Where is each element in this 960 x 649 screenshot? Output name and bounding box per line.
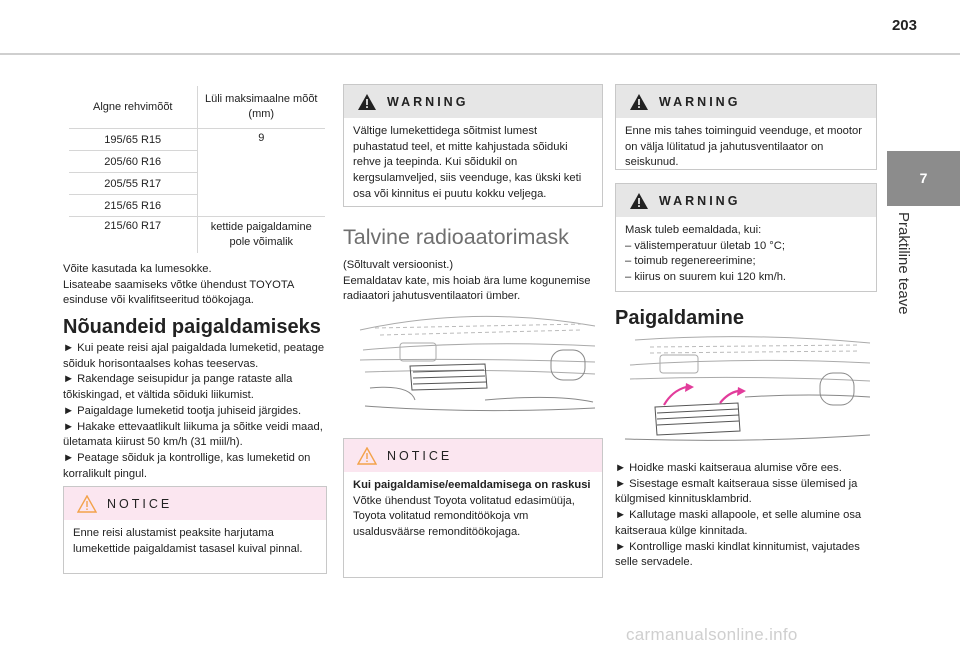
section-heading: Nõuandeid paigaldamiseks bbox=[63, 316, 321, 338]
warning-triangle-icon bbox=[357, 93, 377, 111]
notice-box bbox=[343, 438, 603, 578]
steps-text: ► Hoidke maski kaitseraua alumise võre ees. ► Sisestage esmalt kaitseraua sisse ülemised ja külgmised kinnitusklambrid. ► Kallutage maski allapoole, et selle alumine osa kaitseraua külge kinnitada. ► Kontrollige maski kindlat kinnitumist, vajutades selle servadele. bbox=[615, 462, 862, 569]
mask-install-illustration bbox=[620, 335, 875, 445]
chapter-title: Praktiline teave bbox=[895, 212, 912, 315]
table-cell: 205/55 R17 bbox=[69, 173, 197, 195]
warning-title: WARNING bbox=[659, 193, 741, 208]
warning-title: WARNING bbox=[387, 94, 469, 109]
table-cell: 195/65 R15 bbox=[69, 129, 197, 151]
table-header: Algne rehvimõõt bbox=[69, 86, 197, 129]
header-rule bbox=[0, 53, 960, 55]
warning-triangle-icon bbox=[77, 495, 97, 513]
notice-title: NOTICE bbox=[107, 496, 173, 511]
notice-text: Enne reisi alustamist peaksite harjutama lumekettide paigaldamist tasasel kuival pinnal. bbox=[73, 527, 303, 555]
section-heading: Talvine radioaatorimask bbox=[343, 225, 569, 249]
warning-box bbox=[615, 183, 877, 292]
notice-box bbox=[63, 486, 327, 574]
notice-title: NOTICE bbox=[387, 448, 453, 463]
table-cell: 9 bbox=[197, 129, 325, 217]
intro-text: Võite kasutada ka lumesokke. Lisateabe saamiseks võtke ühendust TOYOTA esinduse või kvalifitseeritud töökojaga. bbox=[63, 263, 294, 307]
table-header: Lüli maksimaalne mõõt (mm) bbox=[197, 86, 325, 129]
notice-text: Võtke ühendust Toyota volitatud edasimüüja, Toyota volitatud remonditöökoja vm usaldusväärse remonditöökojaga. bbox=[353, 494, 575, 539]
radiator-mask-illustration bbox=[355, 310, 600, 432]
warning-header bbox=[616, 184, 876, 217]
chapter-tab[interactable]: 7 bbox=[887, 151, 960, 206]
warning-triangle-icon bbox=[357, 447, 377, 465]
table-cell: 215/65 R16 bbox=[69, 195, 197, 217]
warning-title: WARNING bbox=[659, 94, 741, 109]
table-cell: 205/60 R16 bbox=[69, 151, 197, 173]
tire-size-table bbox=[69, 86, 325, 253]
warning-box bbox=[343, 84, 603, 207]
warning-text: Enne mis tahes toiminguid veenduge, et mootor on välja lülitatud ja jahutusventilaator on seiskunud. bbox=[625, 125, 862, 169]
warning-triangle-icon bbox=[629, 93, 649, 111]
tips-text: ► Kui peate reisi ajal paigaldada lumeketid, peatage sõiduk horisontaalses kohas teeservas. ► Rakendage seisupidur ja pange rataste alla tõkiskingad, et vältida sõiduki liikumist. ► Paigaldage lumeketid tootja juhiseid järgides. ► Hakake ettevaatlikult liikuma ja sõitke veidi maad, ületamata kiirust 50 km/h (31 miil/h). ► Peatage sõiduk ja kontrollige, kas lumeketid on korralikult pingul. bbox=[63, 342, 325, 480]
warning-text: Vältige lumekettidega sõitmist lumest puhastatud teel, et mitte kahjustada sõiduki rehve ja teepinda. Kui sõidukil on kergsulamveljed, siis veenduge, kas ükski keti osa või kinnitus ei puutu kokku veljega. bbox=[353, 125, 582, 200]
warning-box bbox=[615, 84, 877, 170]
notice-bold-text: Kui paigaldamise/eemaldamisega on raskusi bbox=[353, 479, 591, 491]
intro-text: (Sõltuvalt versioonist.) Eemaldatav kate, mis hoiab ära lume kogunemise radiaatori jahutusventilaatori ümber. bbox=[343, 259, 591, 303]
warning-text: Mask tuleb eemaldada, kui: – välistemperatuur ületab 10 °C; – toimub regenereerimine; – kiirus on suurem kui 120 km/h. bbox=[625, 224, 787, 284]
notice-body bbox=[344, 472, 602, 549]
watermark: carmanualsonline.info bbox=[626, 625, 798, 644]
warning-triangle-icon bbox=[629, 192, 649, 210]
page-number: 203 bbox=[891, 17, 917, 34]
notice-header bbox=[64, 487, 326, 520]
table-cell: kettide paigaldamine pole võimalik bbox=[210, 221, 312, 248]
section-heading: Paigaldamine bbox=[615, 307, 744, 329]
warning-header bbox=[616, 85, 876, 118]
notice-header bbox=[344, 439, 602, 472]
table-cell: 215/60 R17 bbox=[69, 217, 197, 254]
warning-header bbox=[344, 85, 602, 118]
